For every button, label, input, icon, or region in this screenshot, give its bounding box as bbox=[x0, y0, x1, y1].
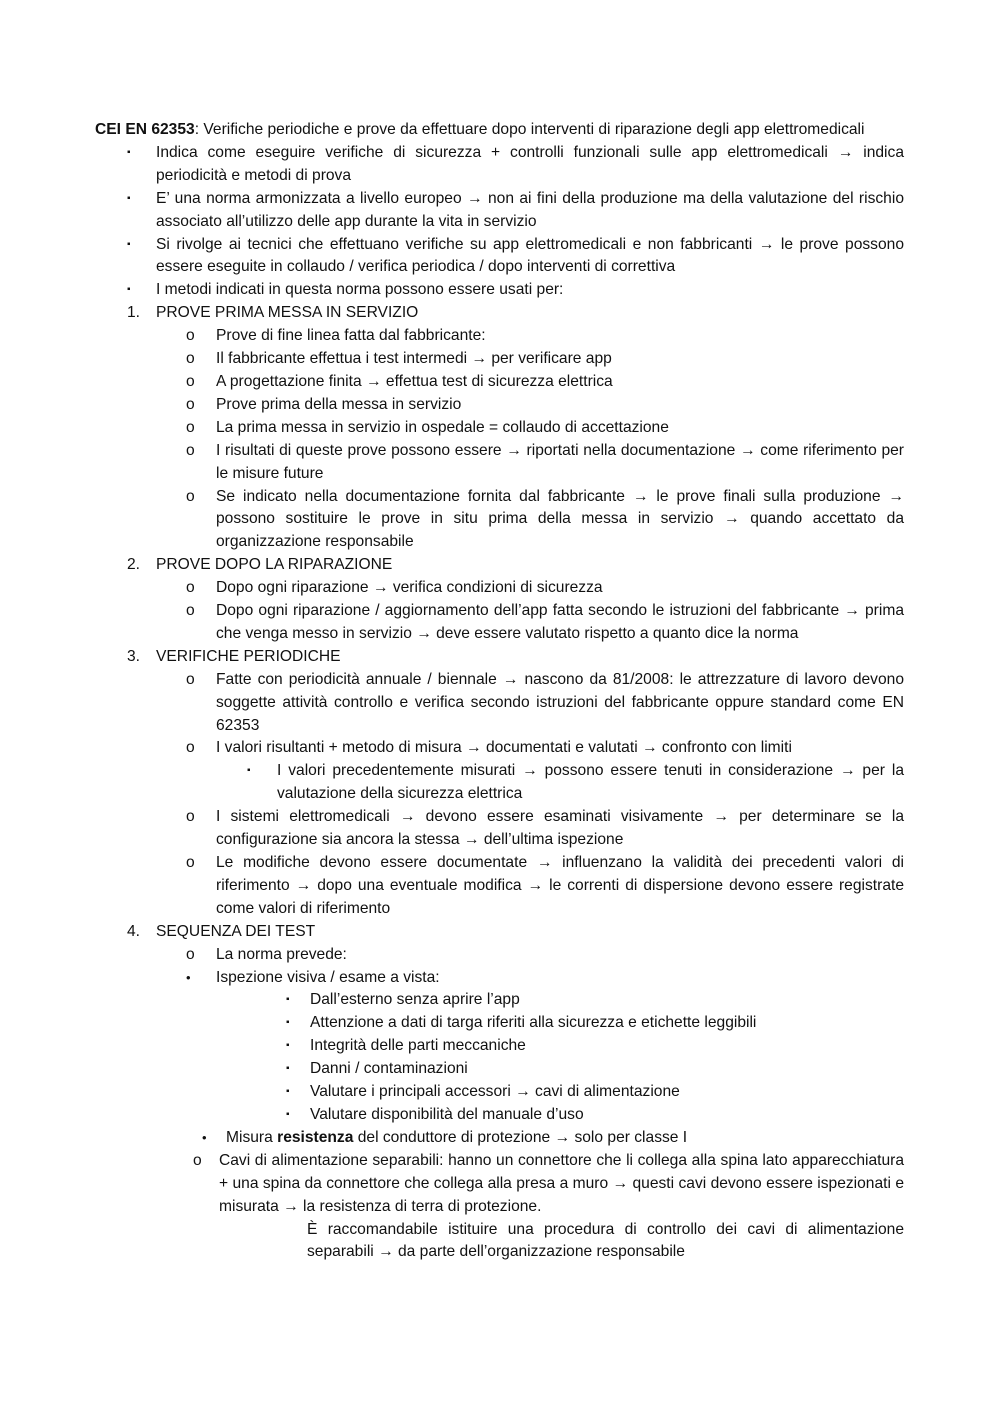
circle-bullet-icon: o bbox=[193, 1151, 202, 1169]
section-heading: 3. VERIFICHE PERIODICHE bbox=[95, 646, 904, 669]
square-bullet-icon: ▪ bbox=[286, 1040, 290, 1052]
list-item: o I risultati di queste prove possono essere → riportati nella documentazione → come riferimento per le misure future bbox=[186, 441, 904, 482]
list-item: o La prima messa in servizio in ospedale = collaudo di accettazione bbox=[95, 417, 904, 440]
list-item: ▪ Integrità delle parti meccaniche bbox=[95, 1035, 904, 1058]
list-item: ▪ Valutare disponibilità del manuale d’uso bbox=[95, 1104, 904, 1127]
circle-bullet-icon: o bbox=[186, 602, 195, 620]
section-number: 3. bbox=[127, 647, 141, 665]
note-paragraph: È raccomandabile istituire una procedura di controllo dei cavi di alimentazione separabili → da parte dell’organizzazione responsabile bbox=[307, 1220, 904, 1261]
circle-bullet-icon: o bbox=[186, 854, 195, 871]
square-bullet-icon: ▪ bbox=[286, 994, 290, 1006]
circle-bullet-icon: o bbox=[186, 670, 195, 688]
list-item: o Prove prima della messa in servizio bbox=[95, 394, 904, 417]
list-item: ▪ E’ una norma armonizzata a livello europeo → non ai fini della produzione ma della valutazione del rischio associato all’utilizzo delle app durante la vita in servizio bbox=[127, 189, 904, 230]
list-item: o I sistemi elettromedicali → devono essere esaminati visivamente → per determinare se la configurazione sia ancora la stessa → dell’ultima ispezione bbox=[186, 808, 904, 849]
circle-bullet-icon: o bbox=[186, 739, 195, 757]
square-bullet-icon: ▪ bbox=[127, 146, 131, 158]
section-number: 2. bbox=[127, 556, 141, 574]
circle-bullet-icon: o bbox=[186, 441, 195, 459]
circle-bullet-icon: o bbox=[186, 487, 195, 505]
circle-bullet-icon: o bbox=[186, 808, 195, 826]
list-item: ▪ Indica come eseguire verifiche di sicurezza + controlli funzionali sulle app elettromedicali → indica periodicità e metodi di prova bbox=[127, 143, 904, 184]
list-item: o A progettazione finita → effettua test di sicurezza elettrica bbox=[95, 371, 904, 394]
square-bullet-icon: ▪ bbox=[127, 238, 131, 250]
circle-bullet-icon: o bbox=[186, 945, 195, 963]
circle-bullet-icon: o bbox=[186, 350, 195, 368]
square-bullet-icon: ▪ bbox=[286, 1108, 290, 1120]
list-item: o Il fabbricante effettua i test intermedi → per verificare app bbox=[95, 348, 904, 371]
circle-bullet-icon: o bbox=[186, 372, 195, 390]
section-heading: 4. SEQUENZA DEI TEST bbox=[95, 921, 904, 944]
circle-bullet-icon: o bbox=[186, 395, 195, 413]
heading-text: : Verifiche periodiche e prove da effettuare dopo interventi di riparazione degli app elettromedicali bbox=[194, 121, 865, 138]
dot-bullet-icon: • bbox=[186, 969, 191, 985]
section-number: 1. bbox=[127, 304, 141, 322]
list-item: • Misura resistenza del conduttore di protezione → solo per classe I bbox=[95, 1127, 904, 1150]
square-bullet-icon: ▪ bbox=[127, 284, 131, 296]
list-item: o Dopo ogni riparazione → verifica condizioni di sicurezza bbox=[95, 577, 904, 600]
section-heading: 1. PROVE PRIMA MESSA IN SERVIZIO bbox=[95, 302, 904, 325]
square-bullet-icon: ▪ bbox=[127, 192, 131, 204]
list-item: o Fatte con periodicità annuale / biennale → nascono da 81/2008: le attrezzature di lavoro devono soggette attività controllo e verifica secondo istruzioni del fabbricante oppure standard come EN 62353 bbox=[186, 670, 904, 734]
list-item: o Dopo ogni riparazione / aggiornamento dell’app fatta secondo le istruzioni del fabbricante → prima che venga messo in servizio → deve essere valutato rispetto a quanto dice la norma bbox=[186, 602, 904, 642]
circle-bullet-icon: o bbox=[186, 418, 195, 436]
circle-bullet-icon: o bbox=[186, 327, 195, 345]
square-bullet-icon: ▪ bbox=[286, 1017, 290, 1029]
norm-code: CEI EN 62353 bbox=[95, 121, 195, 138]
list-item: ▪ Dall’esterno senza aprire l’app bbox=[95, 989, 904, 1012]
section-number: 4. bbox=[127, 922, 141, 940]
document-page bbox=[95, 119, 904, 1264]
section-heading: 2. PROVE DOPO LA RIPARAZIONE bbox=[95, 554, 904, 577]
list-item: ▪ Si rivolge ai tecnici che effettuano verifiche su app elettromedicali e non fabbricanti → le prove possono essere eseguite in collaudo / verifica periodica / dopo interventi di correttiva bbox=[127, 235, 904, 276]
dot-bullet-icon: • bbox=[202, 1129, 207, 1145]
square-bullet-icon: ▪ bbox=[247, 765, 251, 777]
list-item: • Ispezione visiva / esame a vista: bbox=[95, 967, 904, 990]
list-item: ▪ I metodi indicati in questa norma possono essere usati per: bbox=[95, 279, 904, 302]
list-item: o Cavi di alimentazione separabili: hanno un connettore che li collega alla spina lato apparecchiatura + una spina da connettore che collega alla presa a muro → questi cavi devono essere ispezionati e misurata → la resistenza di terra di protezione. bbox=[193, 1151, 904, 1215]
list-item: o Prove di fine linea fatta dal fabbricante: bbox=[95, 325, 904, 348]
list-item: o La norma prevede: bbox=[95, 944, 904, 967]
list-item: o Le modifiche devono essere documentate → influenzano la validità dei precedenti valori di riferimento → dopo una eventuale modifica → le correnti di dispersione devono essere registrate come valori di riferimento bbox=[186, 854, 904, 917]
list-item: ▪ I valori precedentemente misurati → possono essere tenuti in considerazione → per la valutazione della sicurezza elettrica bbox=[247, 762, 904, 803]
document-heading bbox=[95, 119, 904, 142]
list-item: ▪ Attenzione a dati di targa riferiti alla sicurezza e etichette leggibili bbox=[95, 1012, 904, 1035]
list-item: ▪ Valutare i principali accessori → cavi di alimentazione bbox=[95, 1081, 904, 1104]
square-bullet-icon: ▪ bbox=[286, 1063, 290, 1075]
square-bullet-icon: ▪ bbox=[286, 1086, 290, 1098]
list-item: o I valori risultanti + metodo di misura → documentati e valutati → confronto con limiti bbox=[95, 737, 904, 760]
list-item: o Se indicato nella documentazione fornita dal fabbricante → le prove finali sulla produzione → possono sostituire le prove in situ prima della messa in servizio → quando accettato da organizzazione responsabile bbox=[186, 487, 904, 551]
list-item: ▪ Danni / contaminazioni bbox=[95, 1058, 904, 1081]
circle-bullet-icon: o bbox=[186, 579, 195, 597]
